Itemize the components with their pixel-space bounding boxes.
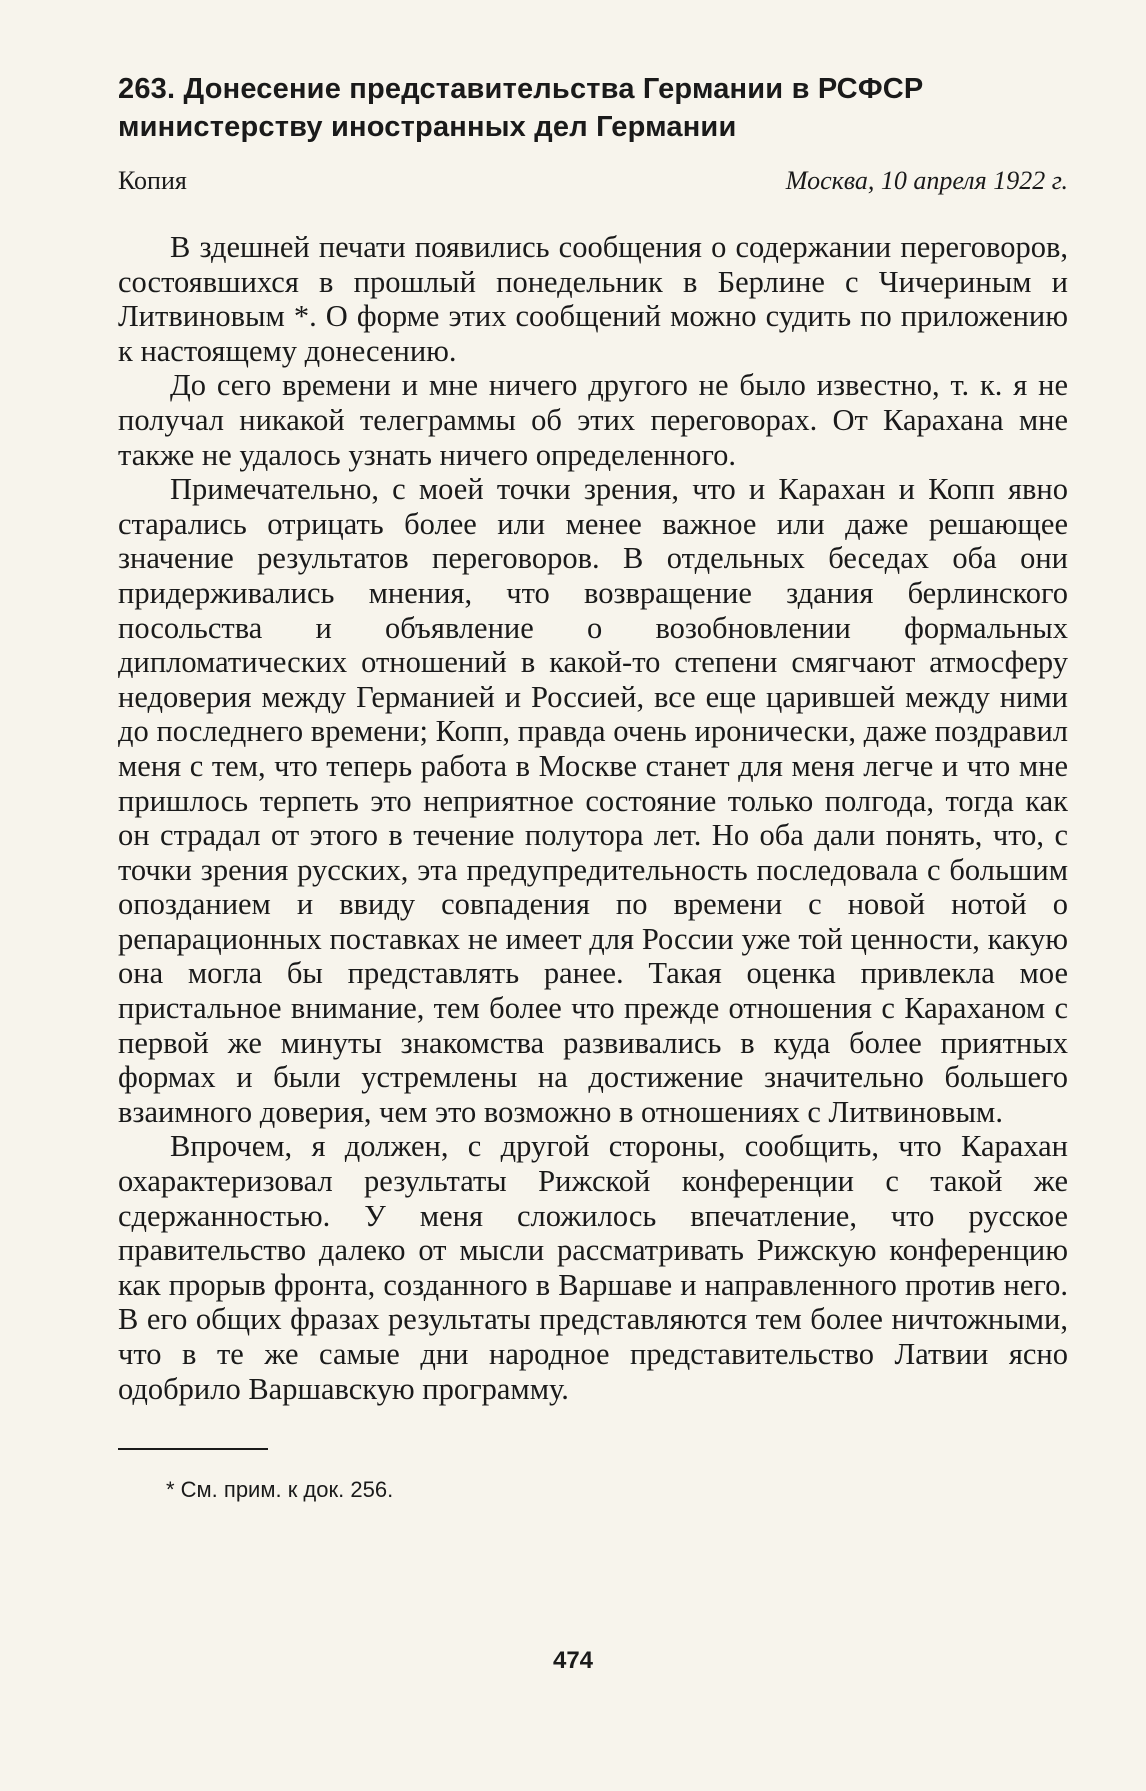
paragraph: В здешней печати появились сообщения о содержании переговоров, состоявшихся в прошлый понедельник в Берлине с Чичериным и Литвиновым *. О форме этих сообщений можно судить по приложению к настоящему донесению. — [118, 230, 1068, 368]
document-body — [118, 230, 1068, 1406]
footnote-divider — [118, 1448, 268, 1450]
document-page — [118, 70, 1068, 1504]
place-date: Москва, 10 апреля 1922 г. — [785, 166, 1068, 195]
document-heading: 263. Донесение представительства Германии в РСФСР министерству иностранных дел Германии — [118, 73, 924, 143]
paragraph: До сего времени и мне ничего другого не было известно, т. к. я не получал никакой телеграммы об этих переговорах. От Карахана мне также не удалось узнать ничего определенного. — [118, 368, 1068, 472]
paragraph: Примечательно, с моей точки зрения, что и Карахан и Копп явно старались отрицать более или менее важное или даже решающее значение результатов переговоров. В отдельных беседах оба они придерживались мнения, что возвращение здания берлинского посольства и объявление о возобновлении формальных дипломатических отношений в какой-то степени смягчают атмосферу недоверия между Германией и Россией, все еще царившей между ними до последнего времени; Копп, правда очень иронически, даже поздравил меня с тем, что теперь работа в Москве станет для меня легче и что мне пришлось терпеть это неприятное состояние только полгода, тогда как он страдал от этого в течение полутора лет. Но оба дали понять, что, с точки зрения русских, эта предупредительность последовала с большим опозданием и ввиду совпадения по времени с новой нотой о репарационных поставках не имеет для России уже той ценности, какую она могла бы представлять ранее. Такая оценка привлекла мое пристальное внимание, тем более что прежде отношения с Караханом с первой же минуты знакомства развивались в куда более приятных формах и были устремлены на достижение значительно большего взаимного доверия, чем это возможно в отношениях с Литвиновым. — [118, 472, 1068, 1129]
copy-label: Копия — [118, 166, 187, 195]
footnote: * См. прим. к док. 256. — [166, 1477, 394, 1503]
page-number: 474 — [552, 1647, 594, 1674]
document-meta — [118, 164, 1068, 198]
paragraph: Впрочем, я должен, с другой стороны, сообщить, что Карахан охарактеризовал результаты Рижской конференции с такой же сдержанностью. У меня сложилось впечатление, что русское правительство далеко от мысли рассматривать Рижскую конференцию как прорыв фронта, созданного в Варшаве и направленного против него. В его общих фразах результаты представляются тем более ничтожными, что в те же самые дни народное представительство Латвии ясно одобрило Варшавскую программу. — [118, 1129, 1068, 1406]
